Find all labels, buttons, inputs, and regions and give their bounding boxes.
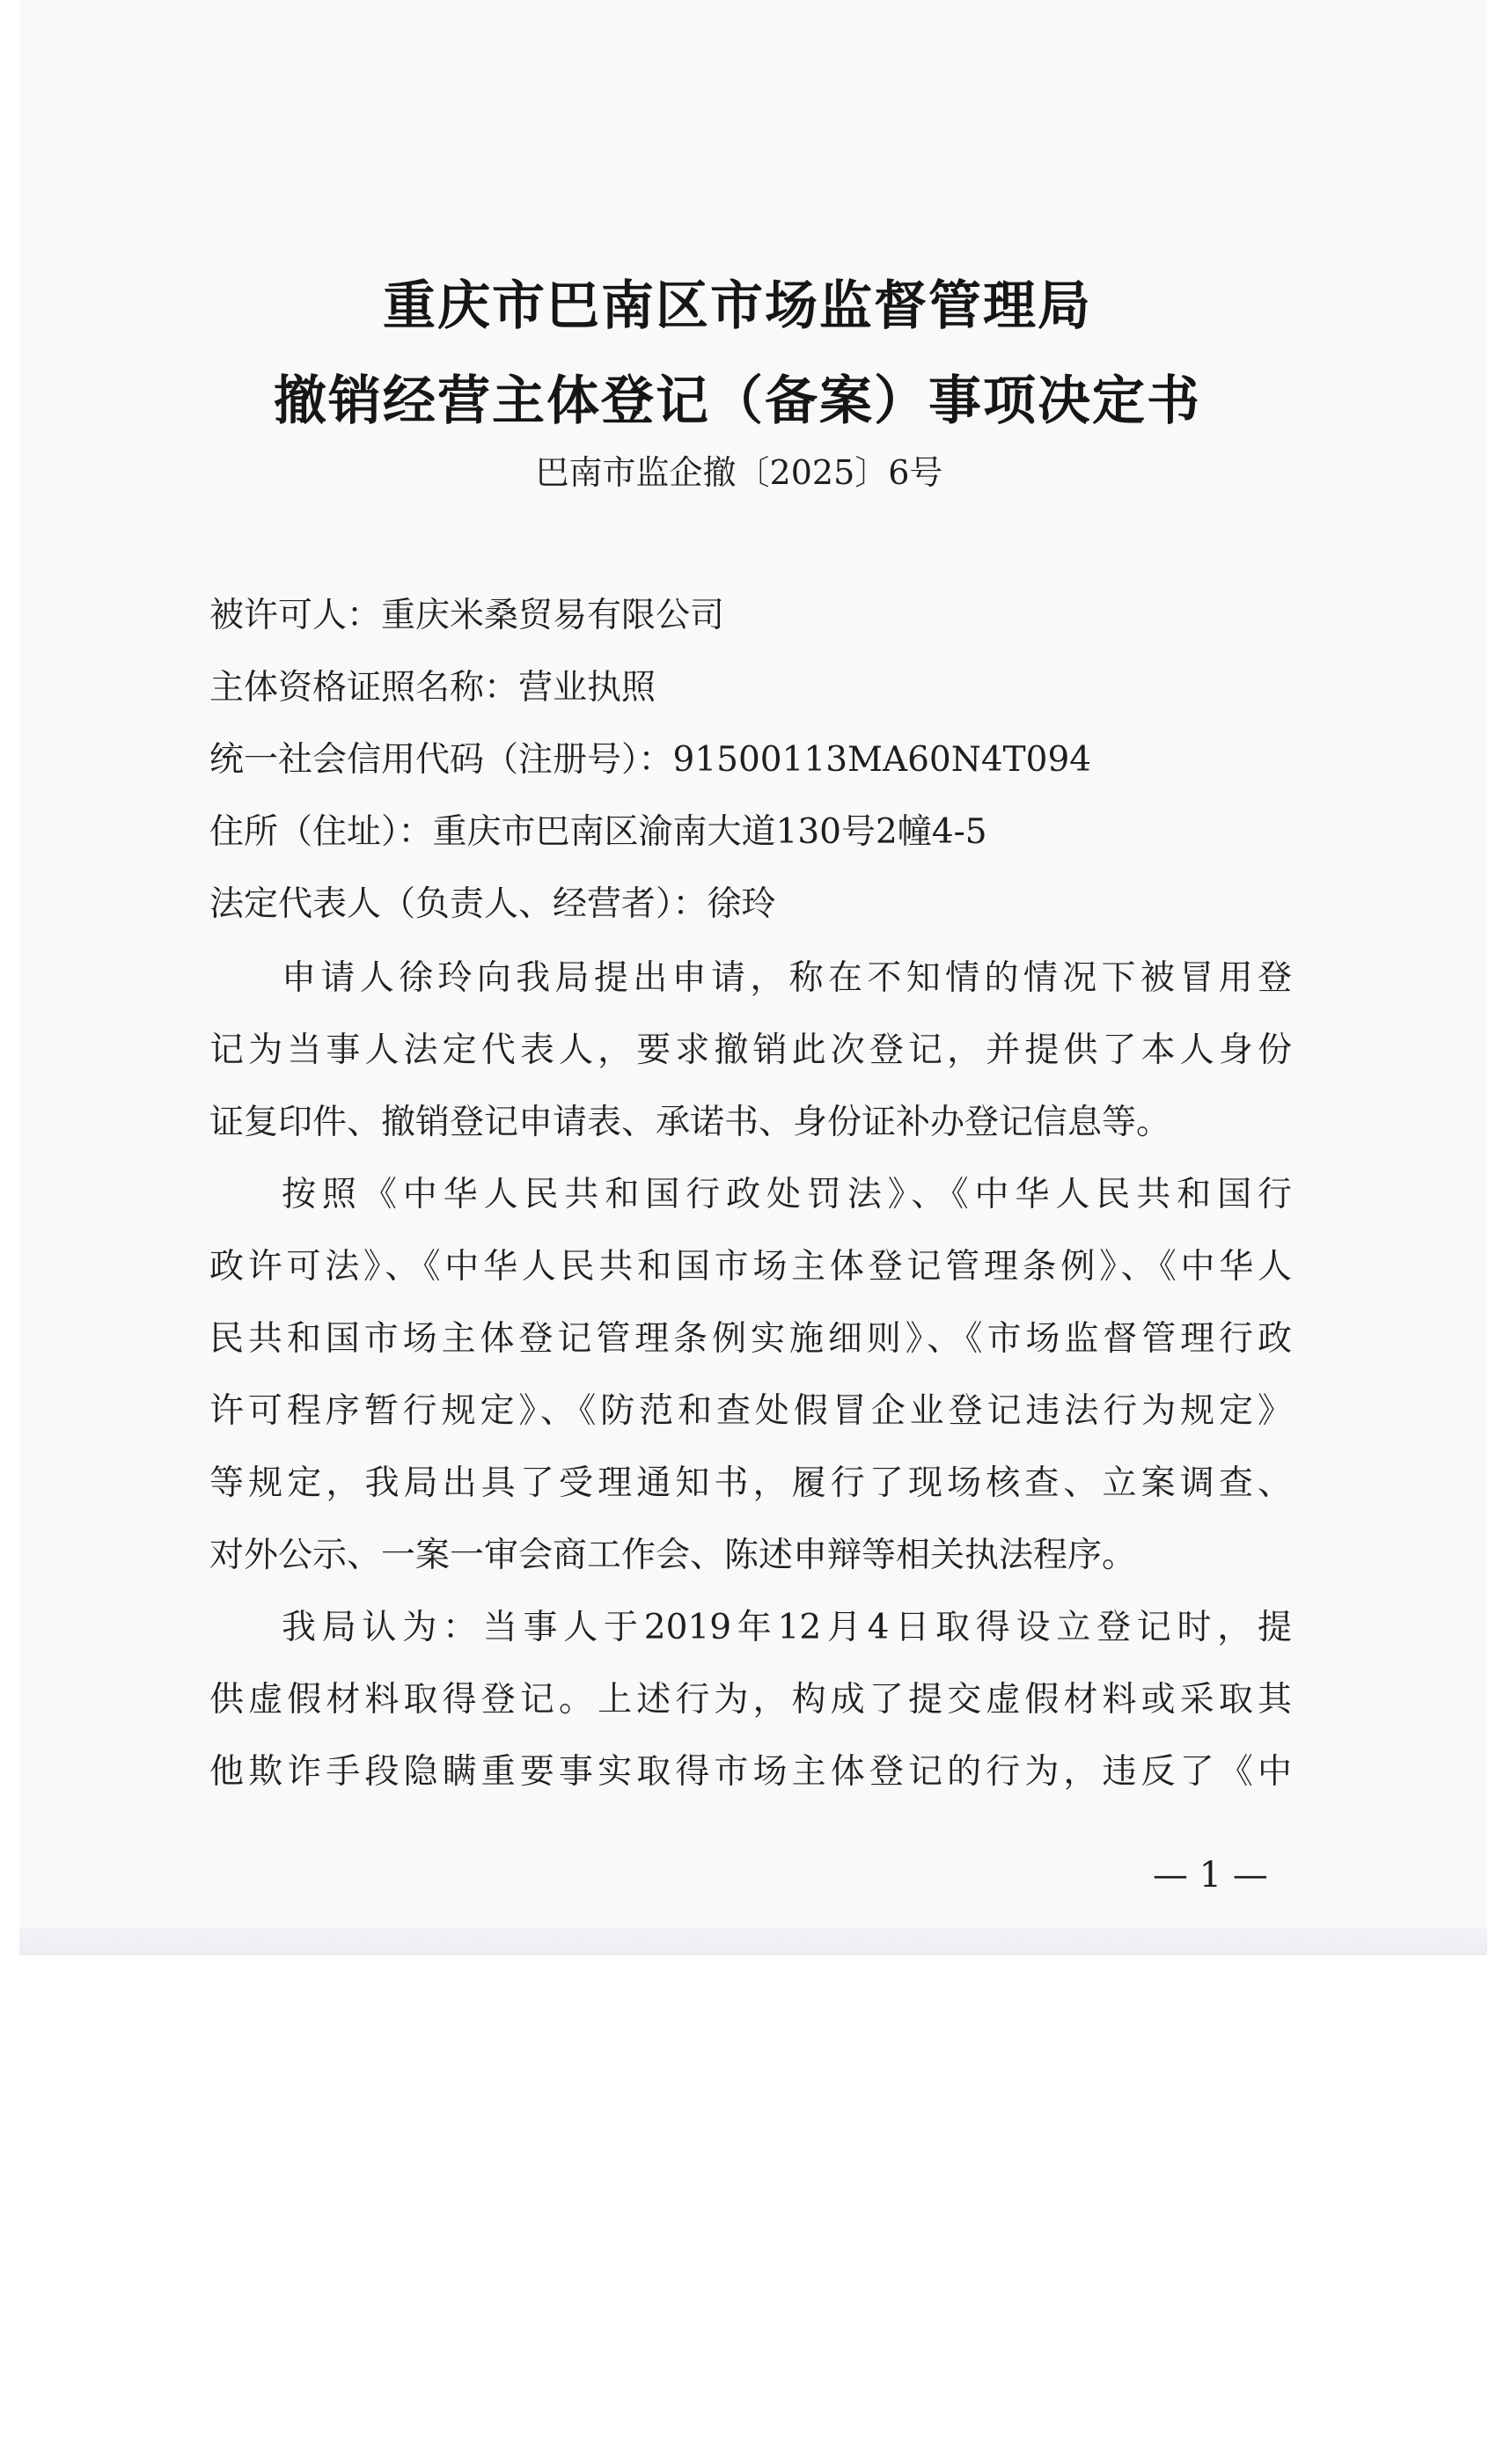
paragraph-2-line-2: 政许可法》、《中华人民共和国市场主体登记管理条例》、《中华人 (209, 1247, 1292, 1287)
paragraph-3-line-1: 我局认为：当事人于2019年12月4日取得设立登记时，提 (282, 1608, 1292, 1647)
field-licensee: 被许可人：重庆米桑贸易有限公司 (209, 596, 725, 635)
paragraph-2-line-6: 对外公示、一案一审会商工作会、陈述申辩等相关执法程序。 (209, 1536, 1137, 1575)
field-legal-representative: 法定代表人（负责人、经营者）：徐玲 (209, 884, 776, 924)
document-number: 巴南市监企撤〔2025〕6号 (535, 453, 943, 492)
paragraph-3-line-2: 供虚假材料取得登记。上述行为，构成了提交虚假材料或采取其 (209, 1680, 1292, 1720)
paragraph-2-line-5: 等规定，我局出具了受理通知书，履行了现场核查、立案调查、 (209, 1463, 1292, 1503)
field-credit-code: 统一社会信用代码（注册号）：91500113MA60N4T094 (209, 740, 1092, 780)
page-number: — 1 — (1153, 1855, 1268, 1896)
document-title-line-2: 撤销经营主体登记（备案）事项决定书 (274, 370, 1201, 432)
paragraph-3-line-3: 他欺诈手段隐瞒重要事实取得市场主体登记的行为，违反了《中 (209, 1752, 1292, 1792)
document-title-line-1: 重庆市巴南区市场监督管理局 (383, 275, 1092, 337)
paragraph-2-line-3: 民共和国市场主体登记管理条例实施细则》、《市场监督管理行政 (209, 1319, 1292, 1359)
field-address: 住所（住址）：重庆市巴南区渝南大道130号2幢4-5 (209, 812, 987, 852)
scan-edge-shadow (19, 1927, 1487, 1955)
paragraph-1-line-3: 证复印件、撤销登记申请表、承诺书、身份证补办登记信息等。 (209, 1103, 1171, 1142)
paragraph-1-line-1: 申请人徐玲向我局提出申请，称在不知情的情况下被冒用登 (282, 958, 1292, 998)
field-license-name: 主体资格证照名称：营业执照 (209, 668, 656, 708)
paragraph-2-line-1: 按照《中华人民共和国行政处罚法》、《中华人民共和国行 (282, 1175, 1292, 1214)
paragraph-2-line-4: 许可程序暂行规定》、《防范和查处假冒企业登记违法行为规定》 (209, 1391, 1292, 1431)
paragraph-1-line-2: 记为当事人法定代表人，要求撤销此次登记，并提供了本人身份 (209, 1030, 1292, 1070)
